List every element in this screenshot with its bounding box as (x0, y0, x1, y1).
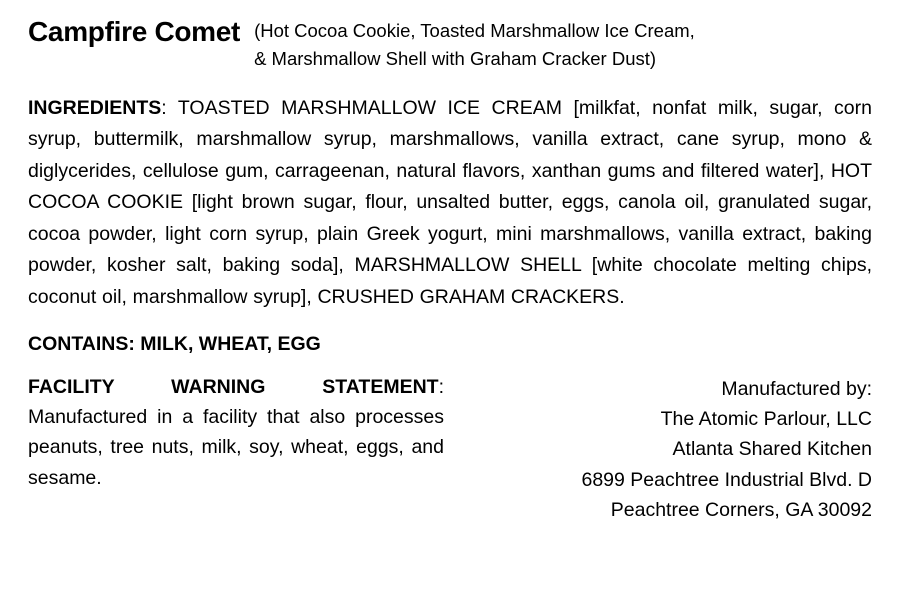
ingredients-separator: : (161, 96, 178, 119)
product-name: Campfire Comet (28, 16, 241, 47)
manufacturer-line-4: 6899 Peachtree Industrial Blvd. D (581, 468, 872, 491)
ingredients-section (28, 93, 872, 314)
facility-warning-heading: FACILITY WARNING STATEMENT (28, 375, 439, 398)
manufacturer-line-2: The Atomic Parlour, LLC (660, 408, 872, 431)
label-header (28, 14, 872, 73)
flavor-description (254, 14, 872, 73)
facility-warning-section (28, 372, 444, 493)
manufacturer-line-5: Peachtree Corners, GA 30092 (610, 498, 872, 521)
ingredients-heading: INGREDIENTS (28, 96, 162, 119)
label-footer (28, 372, 872, 525)
flavor-description-line-1: (Hot Cocoa Cookie, Toasted Marshmallow Ice Cream, (254, 20, 695, 41)
manufacturer-line-1: Manufactured by: (721, 377, 872, 400)
flavor-description-line-2: & Marshmallow Shell with Graham Cracker Dust) (254, 47, 657, 69)
manufacturer-line-3: Atlanta Shared Kitchen (672, 438, 872, 461)
manufacturer-block (522, 372, 872, 525)
facility-warning-text: Manufactured in a facility that also processes peanuts, tree nuts, milk, soy, wheat, eggs, and sesame. (28, 406, 444, 489)
facility-warning-separator: : (438, 375, 444, 398)
contains-allergen-statement: CONTAINS: MILK, WHEAT, EGG (28, 332, 321, 355)
ingredients-text: TOASTED MARSHMALLOW ICE CREAM [milkfat, nonfat milk, sugar, corn syrup, buttermilk, marshmallow syrup, marshmallows, vanilla extract, cane syrup, mono & diglycerides, cellulose gum, carrageenan, natural flavors, xanthan gums and filtered water], HOT COCOA COOKIE [light brown sugar, flour, unsalted butter, eggs, canola oil, granulated sugar, cocoa powder, light corn syrup, plain Greek yogurt, mini marshmallows, vanilla extract, baking powder, kosher salt, baking soda], MARSHMALLOW SHELL [white chocolate melting chips, coconut oil, marshmallow syrup], CRUSHED GRAHAM CRACKERS. (28, 96, 872, 308)
